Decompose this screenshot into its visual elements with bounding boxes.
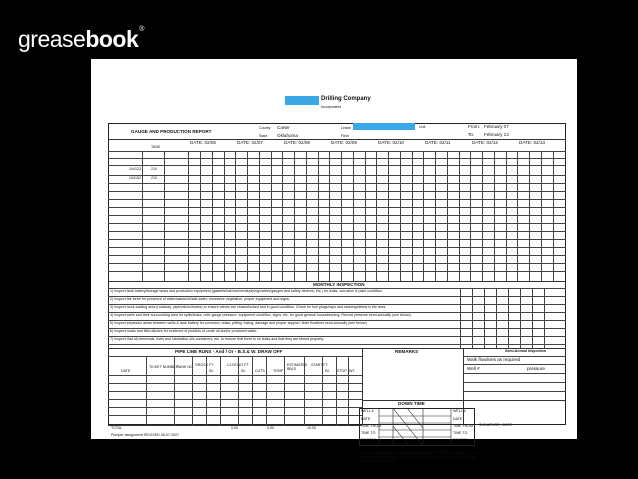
date-header-7: DATE: 02/12 xyxy=(472,140,498,145)
tank-size-1: 210 xyxy=(151,167,157,171)
inspection-item-7: 7) Inspect that all chemicals, fuels and lubrication oils containers, etc. to ensure that there is no leaks and that they are stored properly. xyxy=(110,337,324,341)
pipeline-grid xyxy=(108,356,362,425)
semi-annual-title: Semi-Annual Inspection xyxy=(505,349,546,353)
footer-note: ALL: Remarks for water haul/truck/trip sheets, 'ACTION' by Expert: Tubing, Pumping Jack, Pumping, Fill Sand and ACW Contact Information. Calling: Oil Pressure 01-01-04 xyxy=(359,451,478,463)
pl-header-start: START FT. xyxy=(311,363,329,367)
semi-grid xyxy=(463,356,566,400)
logo-text-bold: book xyxy=(85,26,139,52)
tank-number-2: 104152 xyxy=(129,176,141,180)
pl-header-wt: WT. xyxy=(349,369,356,373)
from-label: From: xyxy=(468,124,480,129)
dt-left-date: DATE xyxy=(361,417,371,421)
gauge-grid xyxy=(108,151,566,281)
signature-label: SIGNATURE / DATE xyxy=(479,423,513,427)
inspection-item-6: 6) Inspect roads and field ditches for evidence of puddles of crude oil and/or produced water. xyxy=(110,329,258,333)
date-header-3: DATE: 02/08 xyxy=(284,140,310,145)
downtime-title: DOWN TIME xyxy=(398,401,425,406)
county-value: Carter xyxy=(277,125,290,130)
date-header-4: DATE: 02/09 xyxy=(331,140,357,145)
dt-right-from: TIME FROM xyxy=(453,424,474,428)
downtime-crosshatch xyxy=(379,408,451,446)
pl-header-gross: GROSS FT. xyxy=(195,363,214,367)
pl-header-cuts: CUTS xyxy=(255,369,265,373)
dt-right-reason: REASON xyxy=(453,438,469,442)
state-label: State xyxy=(259,134,268,138)
pl-header-in-2: IN. xyxy=(241,369,246,373)
dt-left-well: WELL # xyxy=(361,409,374,413)
pl-header-date: DATE xyxy=(121,369,131,373)
lease-label: Lease xyxy=(341,126,351,130)
total-value-3: 10.00 xyxy=(307,426,316,430)
redacted-company-name xyxy=(285,96,319,105)
dt-right-to: TIME TO xyxy=(453,431,468,435)
state-value: Oklahoma xyxy=(277,133,298,138)
total-value-2: 0.00 xyxy=(267,426,274,430)
downtime-table xyxy=(359,408,475,446)
semi-annual-well: Well # xyxy=(467,366,480,371)
to-label: To: xyxy=(468,132,475,137)
total-label: TOTAL xyxy=(111,426,123,430)
date-header-6: DATE: 02/11 xyxy=(425,140,451,145)
lease-field-2: Field xyxy=(341,134,349,138)
logo-registered-mark: ® xyxy=(139,26,144,33)
dt-left-from: TIME FROM xyxy=(361,424,382,428)
county-label: County xyxy=(259,126,271,130)
date-header-8: DATE: 02/13 xyxy=(519,140,545,145)
pl-header-closing: CLOSING FT. xyxy=(227,363,250,367)
downtime-top-line xyxy=(362,400,566,401)
remarks-title: REMARKS xyxy=(395,349,419,354)
inspection-item-3: 3) Inspect truck loading area (roadway, pipe/valves/hoses) to ensure valves are closed/locked and in good condition. Check for bull plugs/caps and staining/debris in the area. xyxy=(110,305,387,309)
company-name: Drilling Company xyxy=(321,96,371,102)
unit-label: Unit xyxy=(419,125,426,129)
tank-label: TANK xyxy=(151,145,161,149)
pl-header-temp: TEMP xyxy=(273,369,283,373)
inspection-item-5: 5) Inspect separator areas between wells & tank battery for corrosion, leaks, pitting, fusing, damage and proper support. Note flowlines semi-annually (see below). xyxy=(110,321,368,325)
semi-annual-line1: Walk flowlines as required xyxy=(467,357,521,362)
inspection-item-4: 4) Inspect wells and their surrounding area for spills/leaks, note gauge pressure, equipment condition, signs, etc. for good general housekeeping. Record pressure semi-annually (see below). xyxy=(110,313,412,317)
date-header-1: DATE: 02/06 xyxy=(190,140,216,145)
total-value-1: 0.00 xyxy=(231,426,238,430)
date-header-5: DATE: 02/10 xyxy=(378,140,404,145)
dt-left-to: TIME TO xyxy=(361,431,376,435)
company-sub: Incorporated xyxy=(321,105,342,109)
pl-header-stop: STOP xyxy=(337,369,347,373)
scanned-report-document xyxy=(91,59,577,463)
from-value: February 07 xyxy=(484,124,509,129)
greasebook-logo xyxy=(18,26,144,53)
pl-header-ticket: TICKET NUMBER xyxy=(149,365,179,369)
pl-header-in-3: IN. xyxy=(325,369,330,373)
to-value: February 13 xyxy=(484,132,509,137)
pipeline-title: PIPE LINE RUNS - And / Or - B.S.& W. DRAW OFF xyxy=(175,349,283,354)
pl-header-est-bbls: ESTIMATED BBLS xyxy=(287,363,308,371)
inspection-list xyxy=(108,288,566,348)
monthly-inspection-title: MONTHLY INSPECTION xyxy=(313,282,365,287)
semi-annual-pressure: pressure xyxy=(527,366,545,371)
report-title: GAUGE AND PRODUCTION REPORT xyxy=(131,129,212,134)
dt-right-date: DATE xyxy=(453,417,463,421)
pl-header-in: IN. xyxy=(209,369,214,373)
logo-text-light: grease xyxy=(18,26,86,52)
pl-header-tank: TANK NO. xyxy=(177,365,194,369)
dt-left-reason: REASON xyxy=(361,438,377,442)
tank-size-2: 210 xyxy=(151,176,157,180)
inspection-item-2: 2) Inspect fire berm for presence of water/waste/oil/salt water, excessive vegetation, proper equipment and signs. xyxy=(110,297,290,301)
dt-right-well: WELL # xyxy=(453,409,466,413)
print-note: Pumper assignment REVISED 06-07-2007 xyxy=(111,433,180,437)
date-header-row xyxy=(188,139,566,151)
tank-number-1: 104123 xyxy=(129,167,141,171)
date-header-2: DATE: 02/07 xyxy=(237,140,263,145)
redacted-lease-name xyxy=(353,123,415,130)
inspection-item-1: 1) Inspect tank battery/storage tanks and production equipment (gaskets/hatches/vents/piping/valves/gauges and safety devices, etc.) for leaks, corrosion & paint condition. xyxy=(110,289,383,293)
